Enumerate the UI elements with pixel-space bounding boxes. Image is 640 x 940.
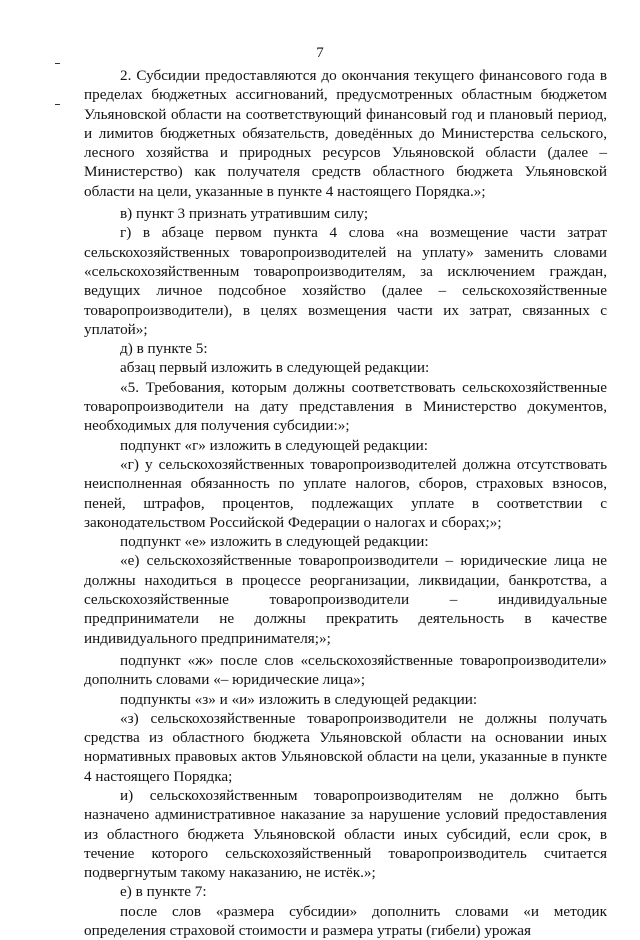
paragraph-item-v: в) пункт 3 признать утратившим силу; <box>120 205 369 223</box>
paragraph-subitem-e-text: «е) сельскохозяйственные товаропроизводители – юридические лица не должны находиться в процессе реорганизации, ликвидации, банкротства, а сельскохозяйственные товаропроизводители – индивидуальные предприниматели не должны прекратить деятельность в качестве индивидуального предпринимателя;»; <box>84 552 607 647</box>
document-body <box>84 66 607 940</box>
paragraph-item-e: е) в пункте 7: <box>120 883 207 901</box>
margin-mark <box>55 104 60 105</box>
paragraph-subitem-z-text: «з) сельскохозяйственные товаропроизводители не должны получать средства из областного бюджета Ульяновской области на основании иных нормативных правовых актов Ульяновской области на цели, указанные в пункте 4 настоящего Порядка; <box>84 709 607 785</box>
paragraph-subitem-i-text: и) сельскохозяйственным товаропроизводителям не должно быть назначено административное наказание за нарушение условий предоставления из областного бюджета Ульяновской области иных субсидий, если срок, в течение которого сельскохозяйственный товаропроизводитель считается подвергнутым такому наказанию, не истёк.»; <box>84 786 607 882</box>
margin-mark <box>55 63 60 64</box>
paragraph-subitems-z-i-heading: подпункты «з» и «и» изложить в следующей редакции: <box>120 690 478 708</box>
paragraph-subitem-g-heading: подпункт «г» изложить в следующей редакции: <box>120 436 429 454</box>
paragraph-item-g: г) в абзаце первом пункта 4 слова «на возмещение части затрат сельскохозяйственных товаропроизводителей на уплату» заменить словами «сельскохозяйственным товаропроизводителям, за исключением граждан, ведущих личное подсобное хозяйство (далее – сельскохозяйственные товаропроизводители), в целях возмещения части их затрат, связанных с уплатой»; <box>84 224 607 338</box>
paragraph-after-words: после слов «размера субсидии» дополнить словами «и методик определения страховой стоимости и размера утраты (гибели) урожая <box>84 902 607 940</box>
paragraph-subitem-e-heading: подпункт «е» изложить в следующей редакции: <box>120 533 429 551</box>
page-number: 7 <box>316 45 324 61</box>
paragraph-item-d: д) в пункте 5: <box>120 340 208 358</box>
paragraph-subsidy-terms: 2. Субсидии предоставляются до окончания текущего финансового года в пределах бюджетных ассигнований, предусмотренных областным бюджетом Ульяновской области на соответствующий финансовый год и плановый период, и лимитов бюджетных обязательств, доведённых до Министерства сельского, лесного хозяйства и природных ресурсов Ульяновской области (далее – Министерство) как получателя средств областного бюджета Ульяновской области на цели, указанные в пункте 4 настоящего Порядка.»; <box>84 67 607 200</box>
paragraph-first-abzac: абзац первый изложить в следующей редакции: <box>120 359 430 377</box>
paragraph-subitem-zh: подпункт «ж» после слов «сельскохозяйственные товаропроизводители» дополнить словами «– юридические лица»; <box>84 651 607 689</box>
paragraph-subitem-g-text: «г) у сельскохозяйственных товаропроизводителей должна отсутствовать неисполненная обязанность по уплате налогов, сборов, страховых взносов, пеней, штрафов, процентов, подлежащих уплате в соответствии с законодательством Российской Федерации о налогах и сборах;»; <box>84 455 607 531</box>
paragraph-requirements: «5. Требования, которым должны соответствовать сельскохозяйственные товаропроизводители на дату представления в Министерство документов, необходимых для получения субсидии:»; <box>84 378 607 435</box>
